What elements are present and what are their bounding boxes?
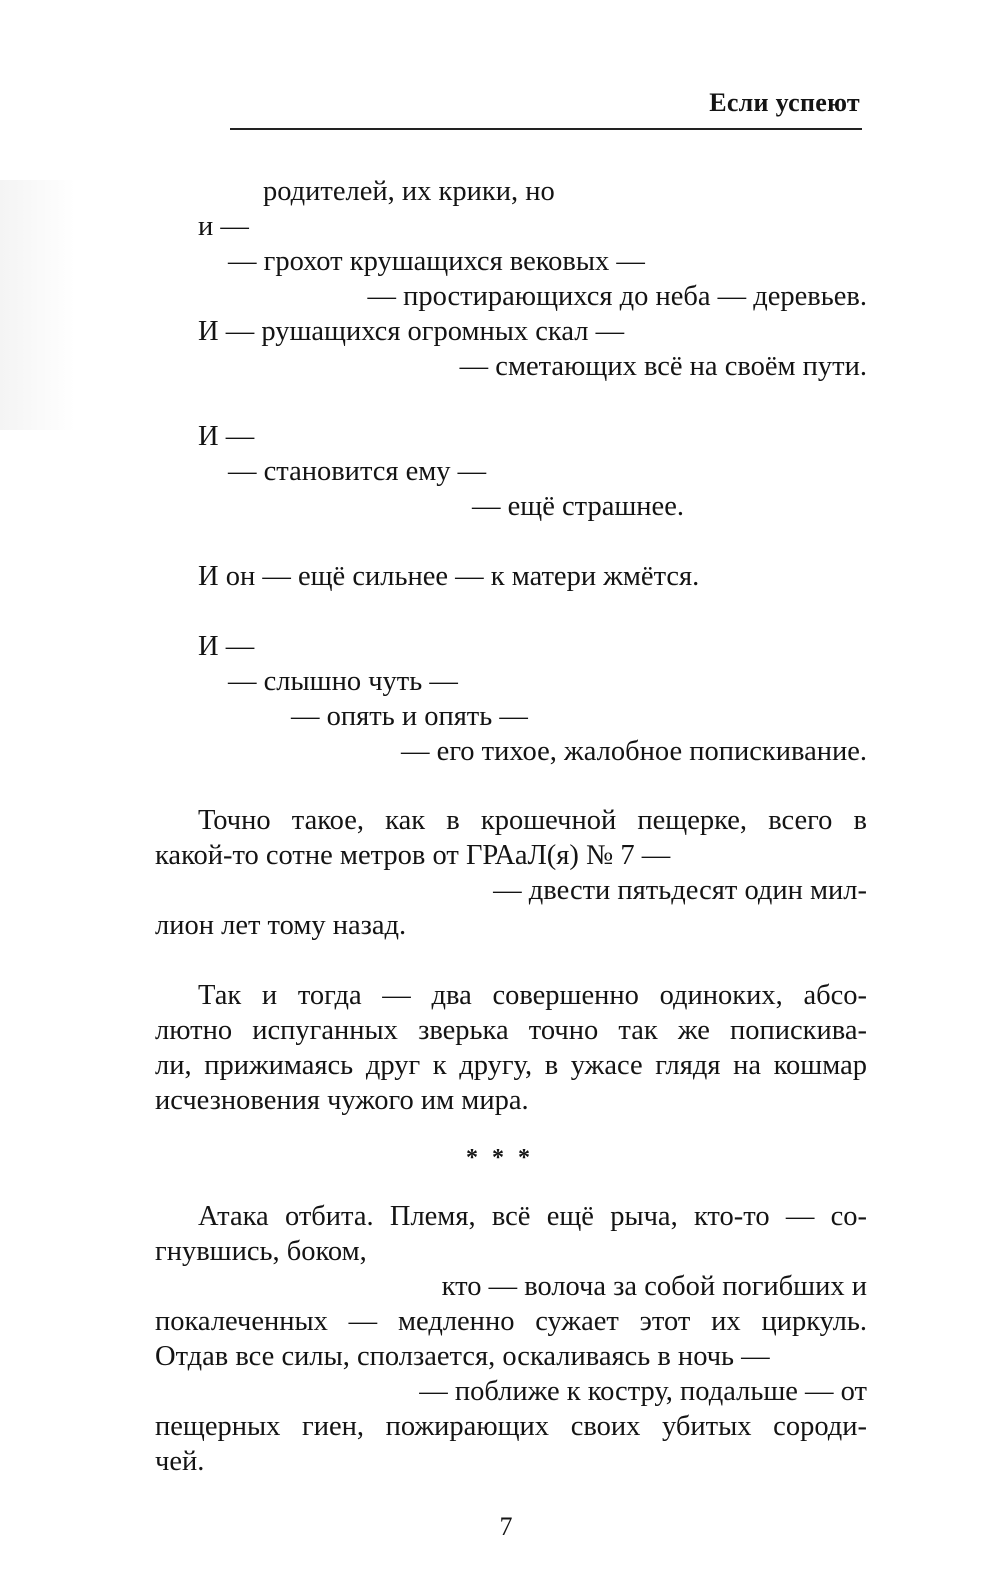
text-line: — сметающих всё на своём пути. <box>459 351 867 382</box>
paragraph-line: чей. <box>155 1446 205 1477</box>
page-number: 7 <box>499 1512 513 1541</box>
text-line: — ещё страшнее. <box>472 491 684 522</box>
paragraph-line: кто — волоча за собой погибших и <box>441 1271 867 1302</box>
paragraph-line: ли, прижимаясь друг к другу, в ужасе глядя на кошмар <box>155 1050 867 1081</box>
text-line: — опять и опять — <box>291 701 528 732</box>
text-line: И он — ещё сильнее — к матери жмётся. <box>198 561 700 592</box>
paragraph-line: покалеченных — медленно сужает этот их циркуль. <box>155 1306 867 1337</box>
text-line: И — <box>198 631 255 662</box>
paragraph-line: какой-то сотне метров от ГРАаЛ(я) № 7 — <box>155 840 671 871</box>
text-line: — становится ему — <box>228 456 487 487</box>
text-line: — его тихое, жалобное попискивание. <box>401 736 867 767</box>
running-header-title: Если успеют <box>709 88 860 117</box>
paragraph-line: — двести пятьдесят один мил- <box>493 875 867 906</box>
paragraph-line: Атака отбита. Племя, всё ещё рыча, кто-то — со- <box>198 1201 867 1232</box>
paragraph-line: — поближе к костру, подальше — от <box>419 1376 867 1407</box>
paragraph-line: исчезновения чужого им мира. <box>155 1085 529 1116</box>
paragraph-line: пещерных гиен, пожирающих своих убитых сороди- <box>155 1411 867 1442</box>
section-separator: * * * <box>466 1145 534 1171</box>
text-line: И — рушащихся огромных скал — <box>198 316 625 347</box>
paragraph-line: лютно испуганных зверька точно так же попискива- <box>155 1015 867 1046</box>
paragraph-line: гнувшись, боком, <box>155 1236 367 1267</box>
paragraph-line: Отдав все силы, сползается, оскаливаясь в ночь — <box>155 1341 770 1372</box>
text-line: — слышно чуть — <box>228 666 458 697</box>
text-line: И — <box>198 421 255 452</box>
text-line: родителей, их крики, но <box>263 176 555 207</box>
text-line: — грохот крушащихся вековых — <box>228 246 645 277</box>
text-line: — простирающихся до неба — деревьев. <box>367 281 867 312</box>
text-line: и — <box>198 211 249 242</box>
header-rule <box>230 128 862 130</box>
scan-shadow <box>0 180 75 430</box>
paragraph-line: Точно такое, как в крошечной пещерке, всего в <box>198 805 867 836</box>
paragraph-line: Так и тогда — два совершенно одиноких, абсо- <box>198 980 867 1011</box>
paragraph-line: лион лет тому назад. <box>155 910 407 941</box>
